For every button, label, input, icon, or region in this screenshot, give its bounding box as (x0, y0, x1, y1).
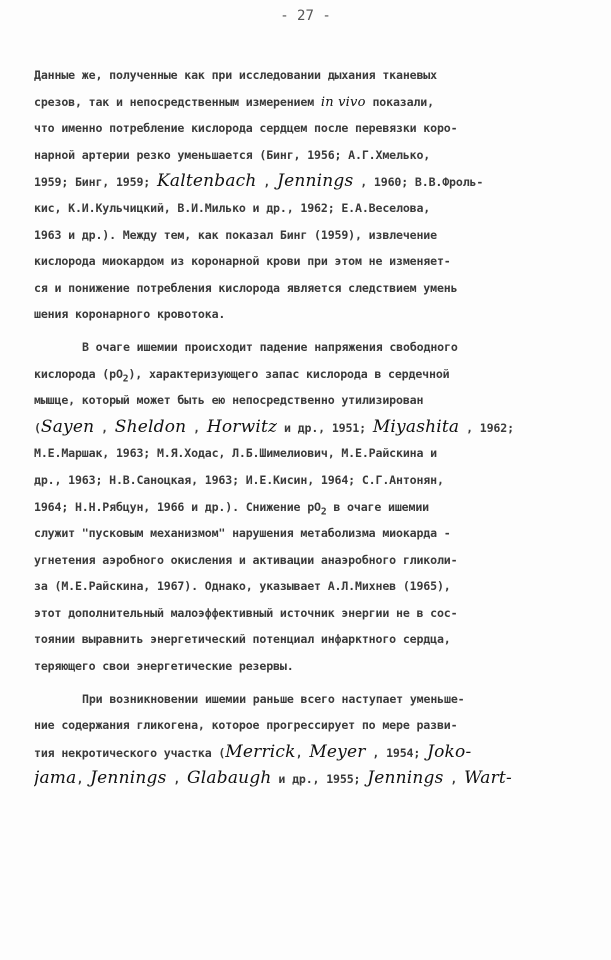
typed-text: При возникновении ишемии раньше всего наступает уменьше- (82, 691, 465, 706)
typed-text: , (443, 772, 465, 787)
typed-text: этот дополнительный малоэффективный источник энергии не в сос- (34, 605, 458, 620)
typed-text: теряющего свои энергетические резервы. (34, 659, 294, 674)
handwritten-name: in vivo (320, 94, 366, 110)
typed-text: угнетения аэробного окисления и активации анаэробного гликоли- (34, 552, 458, 567)
text-line (34, 168, 594, 195)
handwritten-name: Jennings (90, 768, 167, 789)
typed-text: 1964; Н.Н.Рябцун, 1966 и др.). Снижение pO (34, 499, 321, 514)
text-line (34, 361, 594, 388)
text-line (34, 653, 594, 680)
text-line (34, 573, 594, 600)
typed-text: ), характеризующего запас кислорода в сердечной (128, 366, 450, 381)
text-line (34, 739, 594, 766)
typed-text: кислорода (pO (34, 366, 123, 381)
text-line (34, 547, 594, 574)
text-line (34, 334, 594, 361)
handwritten-name: Glabaugh (187, 768, 272, 789)
text-line (34, 712, 594, 739)
typed-text: ние содержания гликогена, которое прогрессирует по мере разви- (34, 718, 458, 733)
subscript: 2 (320, 505, 327, 517)
subscript: 2 (122, 372, 129, 384)
typed-text: показали, (365, 94, 434, 109)
typed-text: , (76, 772, 91, 787)
handwritten-name: Wart- (464, 768, 512, 789)
handwritten-name: Jennings (277, 171, 354, 192)
typed-text: и др., 1955; (271, 772, 368, 787)
text-line (34, 195, 594, 222)
text-line (34, 600, 594, 627)
typed-text: шения коронарного кровотока. (34, 307, 226, 322)
typed-text: что именно потребление кислорода сердцем после перевязки коро- (34, 121, 458, 136)
typed-text: В очаге ишемии происходит падение напряжения свободного (82, 339, 458, 354)
typed-text: ся и понижение потребления кислорода является следствием умень (34, 280, 458, 295)
typed-text: 1963 и др.). Между тем, как показал Бинг (1959), извлечение (34, 227, 437, 242)
typed-text: нарной артерии резко уменьшается (Бинг, 1956; А.Г.Хмелько, (34, 147, 431, 162)
text-line (34, 142, 594, 169)
text-line (34, 765, 594, 792)
typed-text: , (94, 420, 115, 435)
handwritten-name: Miyashita (372, 416, 460, 437)
typed-text: , (256, 175, 278, 190)
handwritten-name: jama (34, 768, 77, 789)
text-line (34, 686, 594, 713)
text-line (34, 520, 594, 547)
text-line (34, 387, 594, 414)
text-line (34, 62, 594, 89)
handwritten-name: Joko- (427, 741, 472, 762)
typed-text: , (166, 772, 188, 787)
typed-text: срезов, так и непосредственным измерением (34, 94, 321, 109)
document-body (34, 62, 594, 792)
typed-text: , (295, 745, 310, 760)
text-line (34, 222, 594, 249)
text-line (34, 301, 594, 328)
text-line (34, 89, 594, 116)
typed-text: и др., 1951; (277, 420, 373, 435)
text-line (34, 115, 594, 142)
typed-text: тия некротического участка ( (34, 745, 226, 760)
typed-text: , 1954; (365, 745, 428, 760)
page-number: - 27 - (280, 8, 331, 24)
text-line (34, 626, 594, 653)
handwritten-name: Sheldon (114, 416, 187, 437)
typed-text: , 1960; В.В.Фроль- (353, 175, 484, 190)
text-line (34, 494, 594, 521)
typed-text: Данные же, полученные как при исследовании дыхания тканевых (34, 68, 437, 82)
text-line (34, 275, 594, 302)
typed-text: др., 1963; Н.В.Саноцкая, 1963; И.Е.Кисин, 1964; С.Г.Антонян, (34, 472, 444, 487)
handwritten-name: Kaltenbach (156, 171, 257, 192)
handwritten-name: Merrick (225, 741, 296, 762)
typed-text: в очаге ишемии (326, 499, 429, 514)
text-line (34, 248, 594, 275)
typed-text: тоянии выравнить энергетический потенциал инфарктного сердца, (34, 632, 451, 647)
typed-text: кис, К.И.Кульчицкий, В.И.Милько и др., 1962; Е.А.Веселова, (34, 200, 431, 215)
handwritten-name: Horwitz (206, 416, 278, 437)
typed-text: М.Е.Маршак, 1963; М.Я.Ходас, Л.Б.Шимелиович, М.Е.Райскина и (34, 446, 437, 461)
typed-text: , (186, 420, 207, 435)
typed-text: 1959; Бинг, 1959; (34, 175, 157, 190)
typed-text: мышце, который может быть ею непосредственно утилизирован (34, 393, 424, 408)
text-line (34, 440, 594, 467)
handwritten-name: Meyer (309, 741, 366, 762)
text-line (34, 467, 594, 494)
text-line (34, 414, 594, 441)
typed-text: за (М.Е.Райскина, 1967). Однако, указывает А.Л.Михнев (1965), (34, 579, 451, 594)
handwritten-name: Sayen (40, 416, 95, 437)
typed-text: ( (34, 420, 41, 435)
typed-text: , 1962; (459, 420, 514, 435)
handwritten-name: Jennings (367, 768, 444, 789)
typed-text: служит "пусковым механизмом" нарушения метаболизма миокарда - (34, 526, 451, 541)
typed-text: кислорода миокардом из коронарной крови при этом не изменяет- (34, 254, 451, 269)
